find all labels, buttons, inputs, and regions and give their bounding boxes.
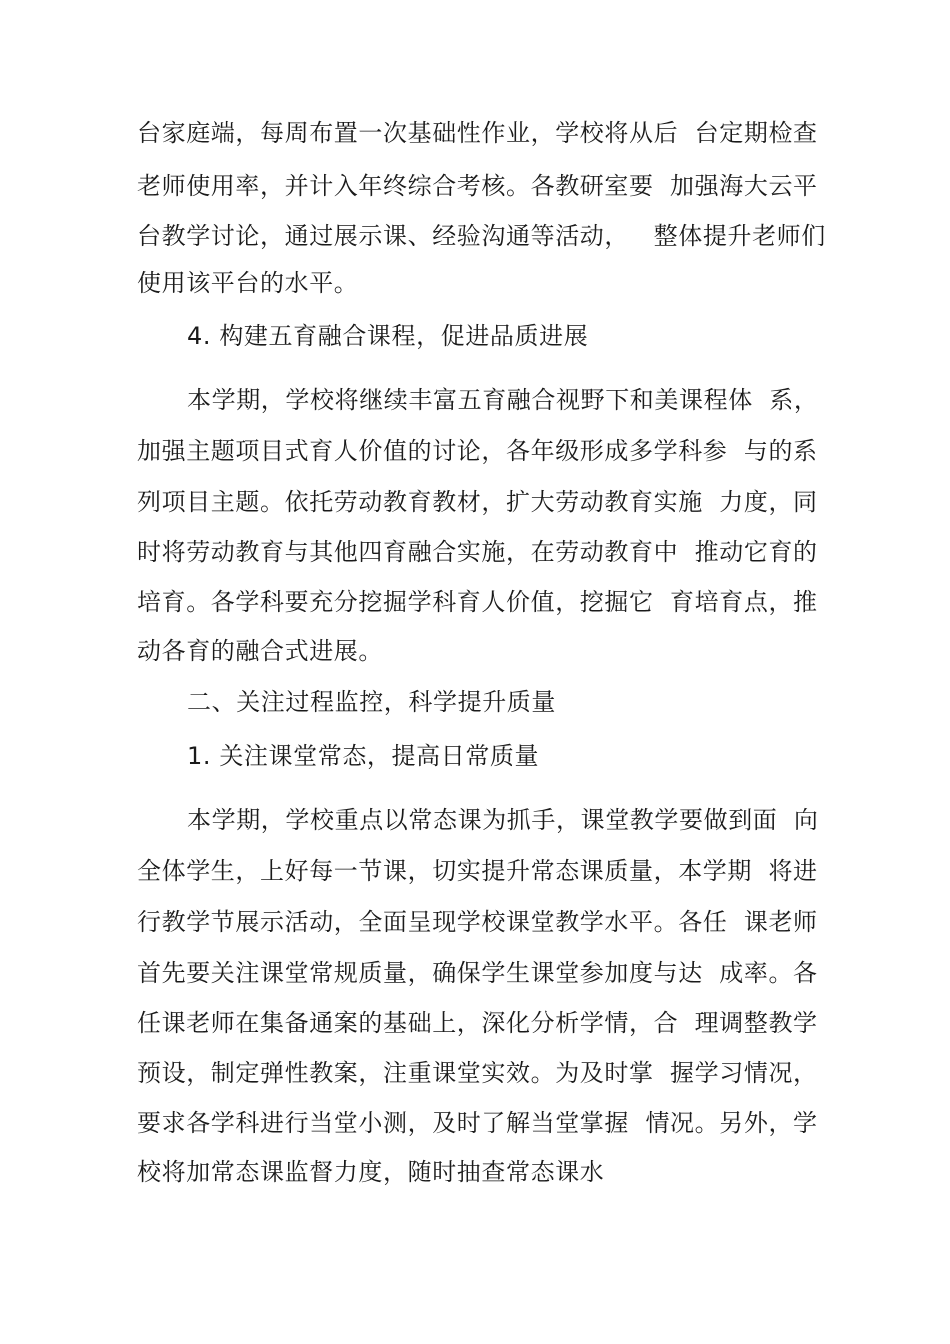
section-heading-1: 1. 关注课堂常态，提高日常质量 [187, 742, 540, 770]
para-2-line-6: 动各育的融合式进展。 [137, 637, 383, 665]
para-1-line-4: 使用该平台的水平。 [137, 269, 359, 297]
para-2-line-5: 培育。各学科要充分挖掘学科育人价值，挖掘它 育培育点，推 [137, 588, 818, 616]
para-3-line-8: 校将加常态课监督力度，随时抽查常态课水 [137, 1158, 605, 1186]
para-1-line-1: 台家庭端，每周布置一次基础性作业，学校将从后 台定期检查 [137, 119, 818, 147]
para-2-line-1: 本学期，学校将继续丰富五育融合视野下和美课程体 系， [187, 386, 819, 414]
para-3-line-1: 本学期，学校重点以常态课为抓手，课堂教学要做到面 向 [187, 806, 819, 834]
para-3-line-2: 全体学生，上好每一节课，切实提升常态课质量，本学期 将进 [137, 857, 818, 885]
para-3-line-5: 任课老师在集备通案的基础上，深化分析学情，合 理调整教学 [137, 1009, 818, 1037]
section-heading-4: 4. 构建五育融合课程，促进品质进展 [187, 322, 589, 350]
para-1-line-2: 老师使用率，并计入年终综合考核。各教研室要 加强海大云平 [137, 172, 818, 200]
para-1-line-3: 台教学讨论，通过展示课、经验沟通等活动， 整体提升老师们 [137, 222, 826, 250]
para-3-line-7: 要求各学科进行当堂小测，及时了解当堂掌握 情况。另外，学 [137, 1109, 818, 1137]
para-2-line-3: 列项目主题。依托劳动教育教材，扩大劳动教育实施 力度，同 [137, 488, 818, 516]
section-heading-2: 二、关注过程监控，科学提升质量 [187, 688, 556, 716]
para-2-line-2: 加强主题项目式育人价值的讨论，各年级形成多学科参 与的系 [137, 437, 818, 465]
para-2-line-4: 时将劳动教育与其他四育融合实施，在劳动教育中 推动它育的 [137, 538, 818, 566]
para-3-line-3: 行教学节展示活动，全面呈现学校课堂教学水平。各任 课老师 [137, 908, 818, 936]
para-3-line-4: 首先要关注课堂常规质量，确保学生课堂参加度与达 成率。各 [137, 959, 818, 987]
para-3-line-6: 预设，制定弹性教案，注重课堂实效。为及时掌 握学习情况， [137, 1059, 818, 1087]
